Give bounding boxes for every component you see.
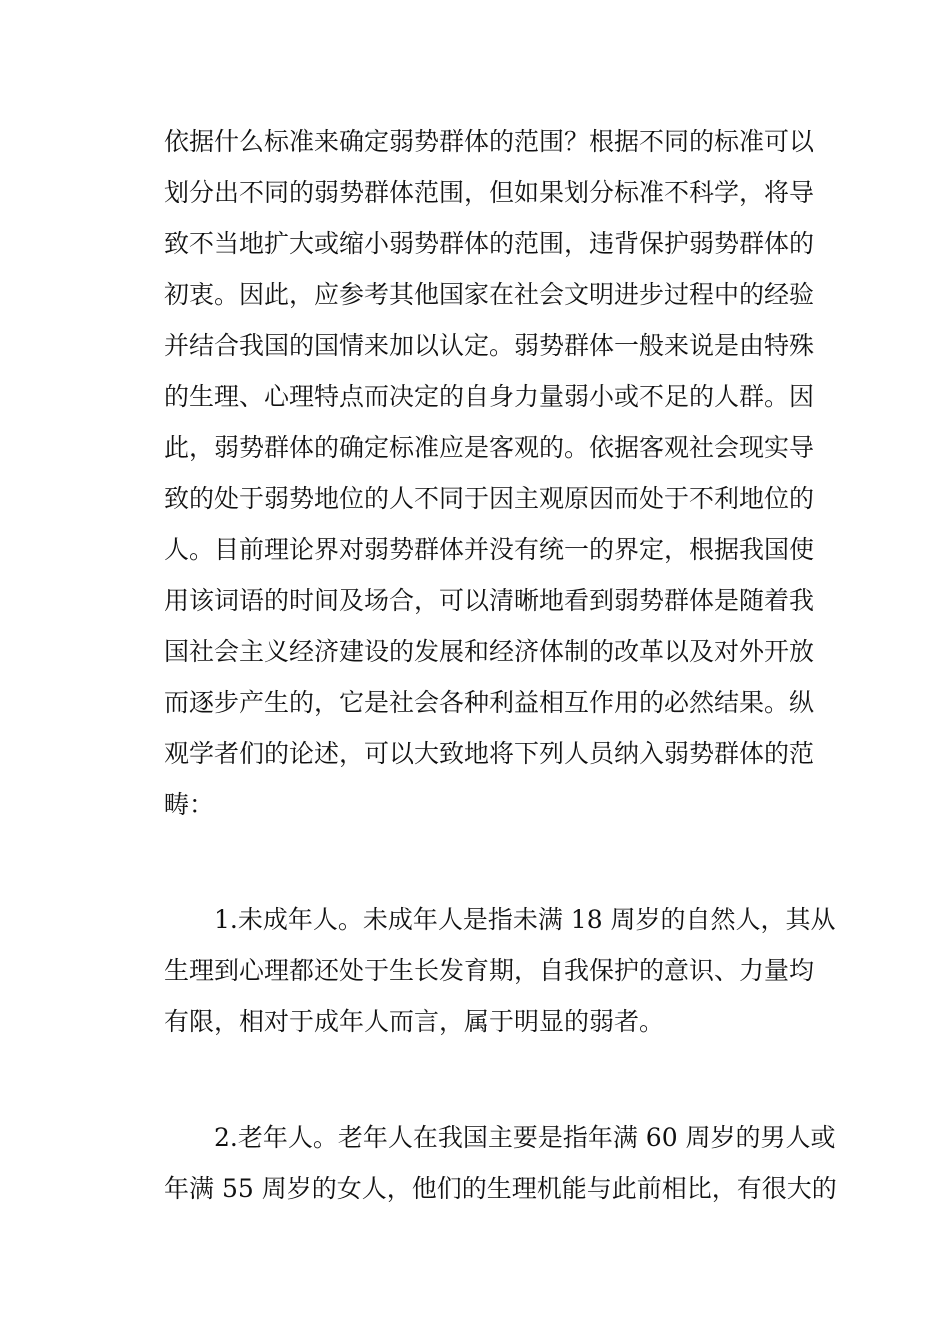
paragraph-1-line-9: 人。目前理论界对弱势群体并没有统一的界定，根据我国使 — [164, 535, 815, 564]
paragraph-1-line-6: 的生理、心理特点而决定的自身力量弱小或不足的人群。因 — [164, 382, 815, 411]
paragraph-1-line-14: 畴： — [164, 790, 215, 819]
paragraph-1-line-2: 划分出不同的弱势群体范围，但如果划分标准不科学，将导 — [164, 178, 815, 207]
paragraph-2-line-1: 1.未成年人。未成年人是指未满 18 周岁的自然人，其从 — [214, 905, 836, 934]
paragraph-1-line-8: 致的处于弱势地位的人不同于因主观原因而处于不利地位的 — [164, 484, 815, 513]
paragraph-3-line-2: 年满 55 周岁的女人，他们的生理机能与此前相比，有很大的 — [164, 1174, 837, 1203]
paragraph-1-line-4: 初衷。因此，应参考其他国家在社会文明进步过程中的经验 — [164, 280, 815, 309]
paragraph-1-line-11: 国社会主义经济建设的发展和经济体制的改革以及对外开放 — [164, 637, 815, 666]
paragraph-1-line-13: 观学者们的论述，可以大致地将下列人员纳入弱势群体的范 — [164, 739, 815, 768]
paragraph-1-line-12: 而逐步产生的，它是社会各种利益相互作用的必然结果。纵 — [164, 688, 815, 717]
paragraph-1-line-1: 依据什么标准来确定弱势群体的范围？根据不同的标准可以 — [164, 127, 815, 156]
paragraph-1-line-7: 此，弱势群体的确定标准应是客观的。依据客观社会现实导 — [164, 433, 815, 462]
paragraph-1-line-10: 用该词语的时间及场合，可以清晰地看到弱势群体是随着我 — [164, 586, 815, 615]
paragraph-3-line-1: 2.老年人。老年人在我国主要是指年满 60 周岁的男人或 — [214, 1123, 836, 1152]
paragraph-1-line-5: 并结合我国的国情来加以认定。弱势群体一般来说是由特殊 — [164, 331, 815, 360]
paragraph-2-line-2: 生理到心理都还处于生长发育期，自我保护的意识、力量均 — [164, 956, 815, 985]
paragraph-2-line-3: 有限，相对于成年人而言，属于明显的弱者。 — [164, 1007, 665, 1036]
paragraph-1-line-3: 致不当地扩大或缩小弱势群体的范围，违背保护弱势群体的 — [164, 229, 815, 258]
